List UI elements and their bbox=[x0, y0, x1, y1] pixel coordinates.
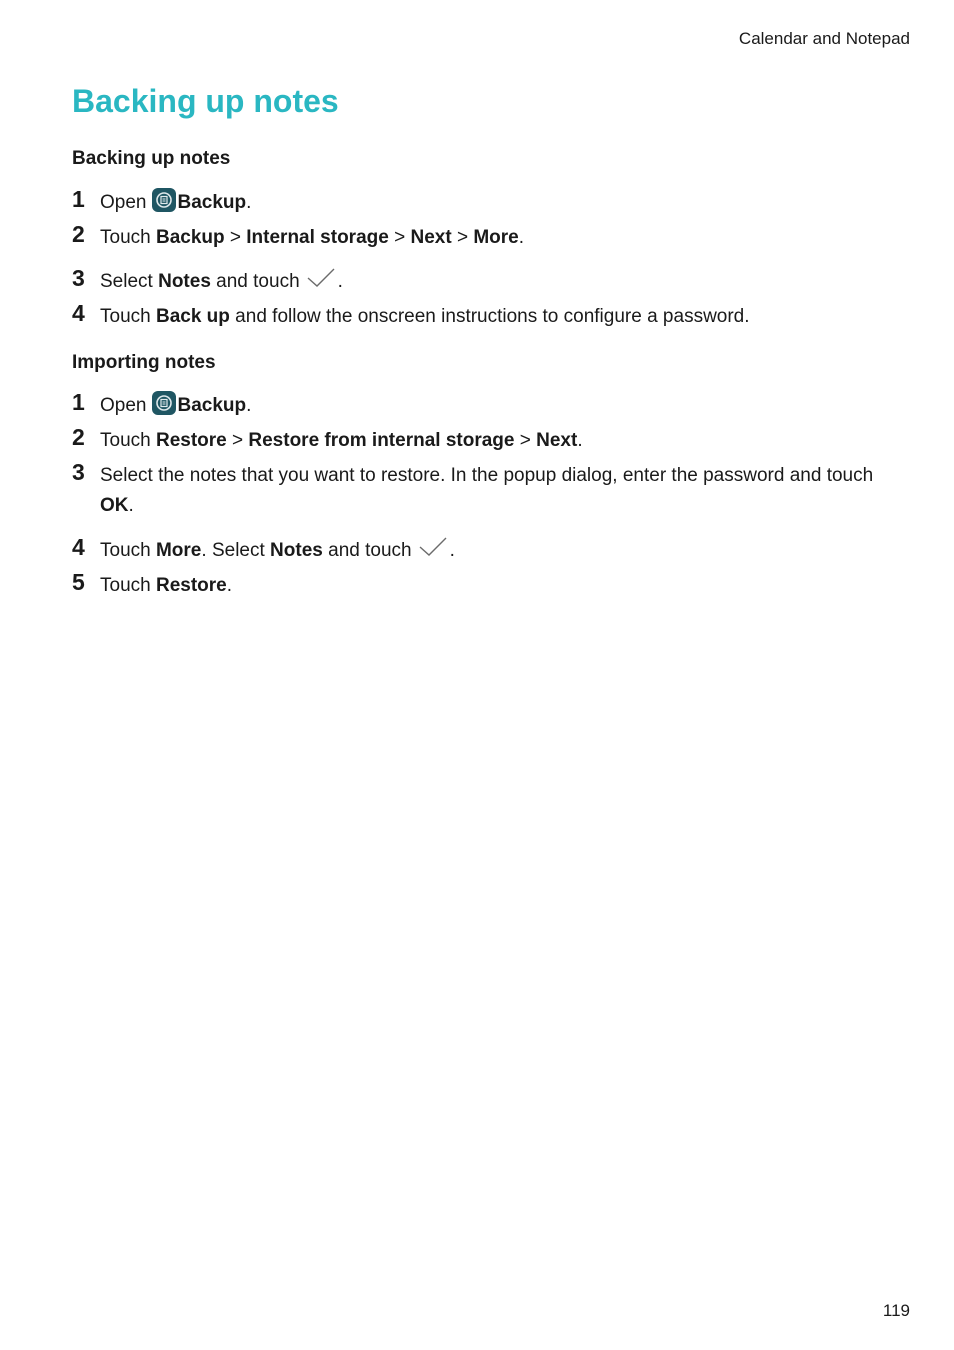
step-number: 1 bbox=[72, 389, 85, 415]
step-text: Touch Backup > Internal storage > Next > More. bbox=[100, 227, 525, 248]
section-heading-importing: Importing notes bbox=[72, 352, 216, 373]
step-text: Select Notes and touch . bbox=[100, 267, 890, 299]
step-text: Touch Back up and follow the onscreen instructions to configure a password. bbox=[100, 306, 750, 327]
step-number: 3 bbox=[72, 459, 85, 485]
page-title: Backing up notes bbox=[72, 83, 339, 119]
step-number: 1 bbox=[72, 186, 85, 212]
step-text: Select the notes that you want to restore. In the popup dialog, enter the password and touch OK. bbox=[100, 465, 874, 516]
checkmark-icon bbox=[418, 536, 448, 568]
step-number: 5 bbox=[72, 569, 85, 595]
step-number: 2 bbox=[72, 424, 85, 450]
step-text: Open Backup. bbox=[100, 391, 890, 421]
step-number: 3 bbox=[72, 265, 85, 291]
checkmark-icon bbox=[306, 267, 336, 299]
backup-app-icon bbox=[152, 188, 176, 212]
running-header: Calendar and Notepad bbox=[738, 29, 910, 48]
step-text: Touch More. Select Notes and touch . bbox=[100, 536, 890, 568]
step-text: Touch Restore > Restore from internal storage > Next. bbox=[100, 430, 583, 451]
step-text: Open Backup. bbox=[100, 188, 890, 218]
page-number: 119 bbox=[882, 1301, 910, 1320]
step-text: Touch Restore. bbox=[100, 575, 233, 596]
step-number: 4 bbox=[72, 534, 85, 560]
backup-app-icon bbox=[152, 391, 176, 415]
section-heading-backing-up: Backing up notes bbox=[72, 148, 231, 169]
step-number: 4 bbox=[72, 300, 85, 326]
step-number: 2 bbox=[72, 221, 85, 247]
